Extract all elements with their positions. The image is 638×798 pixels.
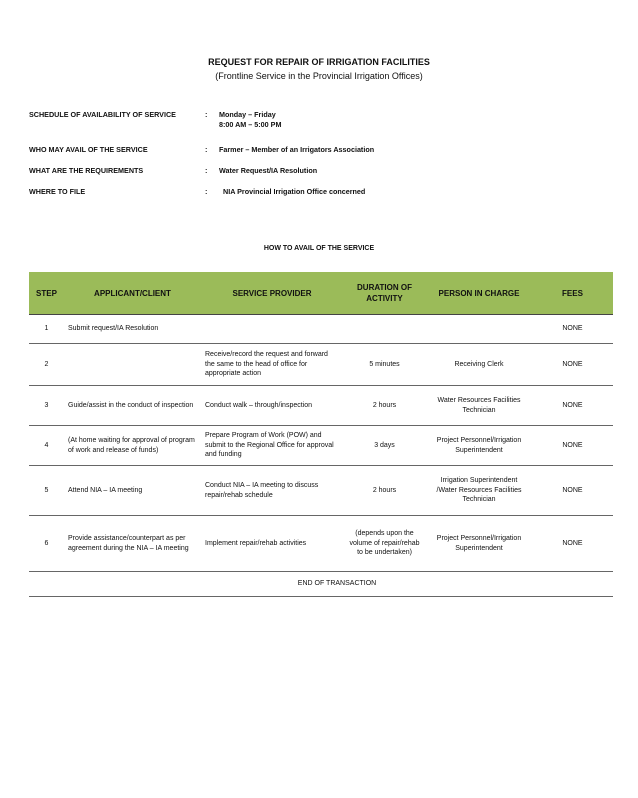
cell-step: 4 <box>29 426 64 466</box>
cell-step: 6 <box>29 516 64 572</box>
end-row <box>29 572 613 597</box>
colon: : <box>205 110 208 119</box>
table-row <box>29 516 613 572</box>
cell-provider: Implement repair/rehab activities <box>201 516 343 572</box>
cell-duration: (depends upon the volume of repair/rehab to be undertaken) <box>343 516 426 572</box>
colon: : <box>205 166 208 175</box>
cell-person: Water Resources Facilities Technician <box>426 386 532 426</box>
cell-duration: 5 minutes <box>343 344 426 386</box>
cell-fees: NONE <box>532 426 613 466</box>
cell-duration: 2 hours <box>343 466 426 516</box>
steps-table <box>29 272 613 597</box>
header-person: PERSON IN CHARGE <box>426 272 532 315</box>
cell-step: 1 <box>29 315 64 344</box>
document-title: REQUEST FOR REPAIR OF IRRIGATION FACILITIES <box>208 57 430 67</box>
cell-provider <box>201 315 343 344</box>
cell-step: 5 <box>29 466 64 516</box>
table-row <box>29 344 613 386</box>
schedule-label: SCHEDULE OF AVAILABILITY OF SERVICE <box>29 110 176 119</box>
table-row <box>29 386 613 426</box>
cell-fees: NONE <box>532 516 613 572</box>
where-value: NIA Provincial Irrigation Office concerned <box>223 187 366 196</box>
cell-fees: NONE <box>532 466 613 516</box>
header-fees: FEES <box>532 272 613 315</box>
requirements-value: Water Request/IA Resolution <box>219 166 318 175</box>
table-row <box>29 466 613 516</box>
cell-step: 3 <box>29 386 64 426</box>
cell-person: Project Personnel/Irrigation Superintendent <box>426 516 532 572</box>
cell-person <box>426 315 532 344</box>
cell-person: Irrigation Superintendent /Water Resources Facilities Technician <box>426 466 532 516</box>
who-value: Farmer – Member of an Irrigators Association <box>219 145 375 154</box>
schedule-hours: 8:00 AM – 5:00 PM <box>219 120 282 129</box>
requirements-label: WHAT ARE THE REQUIREMENTS <box>29 166 144 175</box>
cell-applicant: Submit request/IA Resolution <box>64 315 201 344</box>
table-header-row <box>29 272 613 315</box>
cell-provider: Prepare Program of Work (POW) and submit to the Regional Office for approval and funding <box>201 426 343 466</box>
cell-applicant <box>64 344 201 386</box>
where-label: WHERE TO FILE <box>29 187 86 196</box>
colon: : <box>205 145 208 154</box>
cell-provider: Conduct walk – through/inspection <box>201 386 343 426</box>
cell-fees: NONE <box>532 315 613 344</box>
cell-applicant: (At home waiting for approval of program of work and release of funds) <box>64 426 201 466</box>
document-subtitle: (Frontline Service in the Provincial Irrigation Offices) <box>215 71 423 81</box>
cell-provider: Receive/record the request and forward the same to the head of office for appropriate action <box>201 344 343 386</box>
cell-duration: 2 hours <box>343 386 426 426</box>
cell-step: 2 <box>29 344 64 386</box>
header-provider: SERVICE PROVIDER <box>201 272 343 315</box>
cell-applicant: Attend NIA – IA meeting <box>64 466 201 516</box>
table-row <box>29 315 613 344</box>
cell-fees: NONE <box>532 386 613 426</box>
header-duration: DURATION OF ACTIVITY <box>343 272 426 315</box>
cell-person: Project Personnel/Irrigation Superintendent <box>426 426 532 466</box>
cell-applicant: Guide/assist in the conduct of inspection <box>64 386 201 426</box>
cell-duration: 3 days <box>343 426 426 466</box>
colon: : <box>205 187 208 196</box>
cell-provider: Conduct NIA – IA meeting to discuss repair/rehab schedule <box>201 466 343 516</box>
table-row <box>29 426 613 466</box>
schedule-days: Monday – Friday <box>219 110 276 119</box>
header-step: STEP <box>29 272 64 315</box>
header-applicant: APPLICANT/CLIENT <box>64 272 201 315</box>
cell-applicant: Provide assistance/counterpart as per agreement during the NIA – IA meeting <box>64 516 201 572</box>
cell-person: Receiving Clerk <box>426 344 532 386</box>
cell-duration <box>343 315 426 344</box>
how-to-avail-heading: HOW TO AVAIL OF THE SERVICE <box>263 245 375 252</box>
cell-fees: NONE <box>532 344 613 386</box>
end-of-transaction: END OF TRANSACTION <box>29 572 613 597</box>
who-label: WHO MAY AVAIL OF THE SERVICE <box>29 145 148 154</box>
